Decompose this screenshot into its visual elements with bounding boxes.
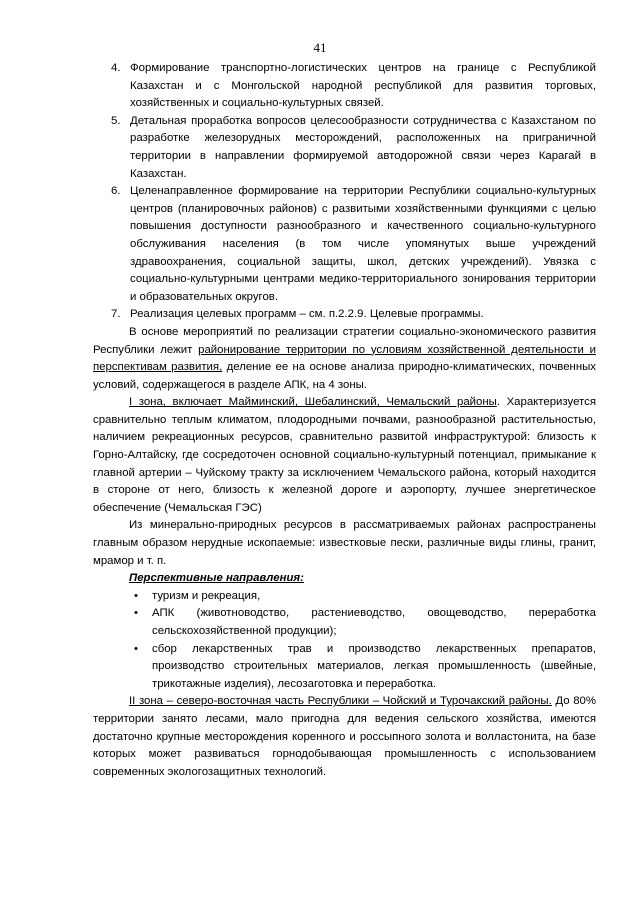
paragraph-zone-2	[93, 693, 596, 781]
zone-1-heading: I зона, включает Майминский, Шебалинский, Чемальский районы	[129, 396, 497, 409]
list-item	[93, 183, 596, 306]
page-number: 41	[313, 40, 327, 55]
list-item-text: Формирование транспортно-логистических центров на границе с Республикой Казахстан и с Монгольской народной республикой для развития торговых, хозяйственных и социально-культурных связей.	[130, 62, 596, 110]
paragraph-basis	[93, 324, 596, 394]
list-item-text: сбор лекарственных трав и производство лекарственных препаратов, производство строительных материалов, легкая промышленность (швейные, трикотажные изделия), лесозаготовка и переработка.	[152, 642, 596, 690]
bullet-icon: •	[134, 642, 138, 655]
prospects-list	[93, 588, 596, 694]
paragraph-basis-after: деление ее на основе анализа природно-климатических, почвенных условий, содержащегося в разделе АПК, на 4 зоны.	[93, 361, 596, 391]
bullet-icon: •	[134, 607, 138, 620]
list-item	[93, 113, 596, 183]
prospects-heading: Перспективные направления:	[129, 572, 304, 585]
zone-1-text: . Характеризуется сравнительно теплым климатом, плодородными почвами, разнообразной растительностью, наличием рекреационных ресурсов, сравнительно развитой инфраструктурой: близость к Горно-Алтайску, где сосредоточен основной социально-культурный потенциал, примыкание к главной артерии – Чуйскому тракту за исключением Чемальского района, который находится в стороне от него, близость к железной дороге и аэропорту, лучшее энергетическое обеспечение (Чемальская ГЭС)	[93, 396, 596, 514]
paragraph-basis-before: В основе мероприятий по реализации стратегии социально-экономического развития Республики лежит	[93, 325, 596, 356]
paragraph-zone-1	[93, 394, 596, 517]
list-item	[93, 641, 596, 694]
list-item-text: туризм и рекреация,	[152, 589, 261, 602]
document-body	[93, 60, 596, 781]
list-item-number: 7.	[111, 308, 121, 321]
numbered-list	[93, 60, 596, 324]
list-item-text: АПК (животноводство, растениеводство, овощеводство, переработка сельскохозяйственной продукции);	[152, 607, 596, 637]
list-item	[93, 60, 596, 113]
paragraph-minerals: Из минерально-природных ресурсов в рассматриваемых районах распространены главным образом нерудные ископаемые: известковые пески, различные виды глины, гранит, мрамор и т. п.	[93, 519, 596, 567]
paragraph-basis-underlined: районирование территории по условиям хозяйственной деятельности и перспективам развития,	[93, 343, 596, 374]
list-item-number: 4.	[111, 62, 121, 74]
zone-2-text: До 80% территории занято лесами, мало пригодна для ведения сельского хозяйства, имеются достаточно крупные месторождения коренного и россыпного золота и волластонита, на базе которых может развиваться горнодобывающая промышленность с использованием современных экологозащитных технологий.	[93, 695, 596, 778]
bullet-icon: •	[134, 589, 138, 602]
list-item-text: Целенаправленное формирование на территории Республики социально-культурных центров (планировочных районов) с развитыми хозяйственными функциями с целью повышения доступности разнообразного и качественного социально-культурного обслуживания населения (в том числе упомянутых выше учреждений здравоохранения, социальной защиты, школ, детских учреждений). Увязка с социально-культурными центрами медико-территориального зонирования территории и образовательных округов.	[130, 185, 596, 303]
list-item	[93, 605, 596, 640]
list-item	[93, 306, 596, 324]
list-item	[93, 588, 596, 606]
list-item-number: 5.	[111, 114, 121, 127]
list-item-text: Реализация целевых программ – см. п.2.2.9. Целевые программы.	[130, 308, 484, 321]
zone-2-heading: II зона – северо-восточная часть Республики – Чойский и Турочакский районы.	[129, 695, 552, 708]
list-item-text: Детальная проработка вопросов целесообразности сотрудничества с Казахстаном по разработке железорудных месторождений, расположенных на приграничной территории в направлении формируемой автодорожной связи через Карагай в Казахстан.	[130, 114, 596, 180]
list-item-number: 6.	[111, 185, 121, 198]
